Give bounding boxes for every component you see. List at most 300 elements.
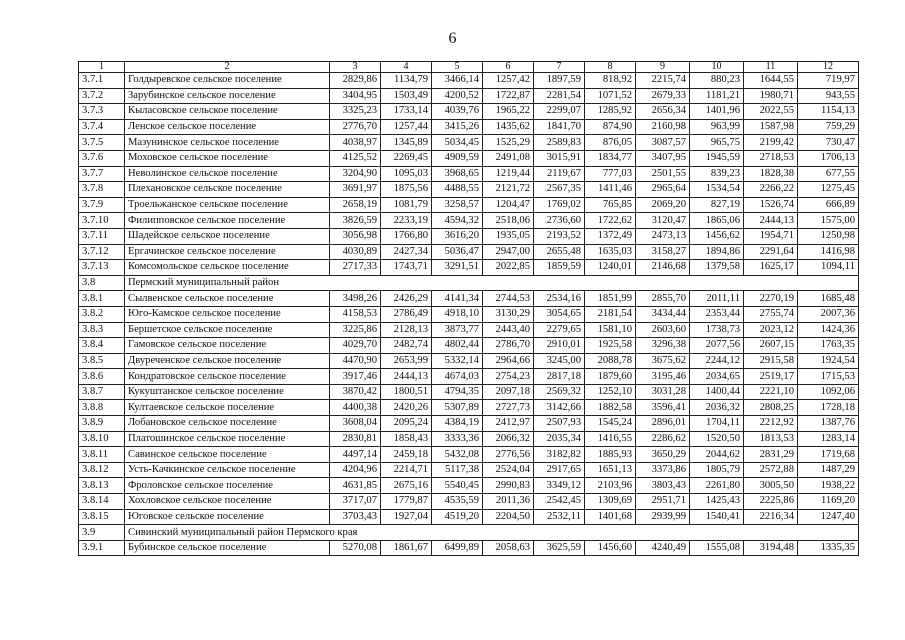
value-cell: 2717,33 <box>330 260 381 276</box>
value-cell: 1706,13 <box>798 150 859 166</box>
value-cell: 2754,23 <box>483 369 534 385</box>
value-cell: 5117,38 <box>432 462 483 478</box>
settlement-name: Неволинское сельское поселение <box>125 166 330 182</box>
value-cell: 5540,45 <box>432 478 483 494</box>
row-code: 3.7.1 <box>79 73 125 89</box>
row-code: 3.7.4 <box>79 119 125 135</box>
table-row <box>79 478 859 494</box>
table-row <box>79 88 859 104</box>
value-cell: 2675,16 <box>381 478 432 494</box>
value-cell: 2727,73 <box>483 400 534 416</box>
table-row <box>79 540 859 556</box>
value-cell: 2426,29 <box>381 291 432 307</box>
column-number: 7 <box>534 62 585 73</box>
value-cell: 2917,65 <box>534 462 585 478</box>
value-cell: 777,03 <box>585 166 636 182</box>
value-cell: 4125,52 <box>330 150 381 166</box>
value-cell: 1581,10 <box>585 322 636 338</box>
value-cell: 3204,90 <box>330 166 381 182</box>
value-cell: 2007,36 <box>798 306 859 322</box>
value-cell: 4158,53 <box>330 306 381 322</box>
value-cell: 3873,77 <box>432 322 483 338</box>
value-cell: 1425,43 <box>690 494 744 510</box>
row-code: 3.8.5 <box>79 353 125 369</box>
row-code: 3.8.1 <box>79 291 125 307</box>
value-cell: 3325,23 <box>330 104 381 120</box>
value-cell: 1935,05 <box>483 228 534 244</box>
column-number: 4 <box>381 62 432 73</box>
table-row <box>79 244 859 260</box>
value-cell: 1769,02 <box>534 197 585 213</box>
value-cell: 2501,55 <box>636 166 690 182</box>
value-cell: 876,05 <box>585 135 636 151</box>
value-cell: 1927,04 <box>381 509 432 525</box>
value-cell: 2776,56 <box>483 447 534 463</box>
value-cell: 2443,40 <box>483 322 534 338</box>
value-cell: 3703,43 <box>330 509 381 525</box>
settlement-name: Плехановское сельское поселение <box>125 182 330 198</box>
value-cell: 1925,58 <box>585 338 636 354</box>
value-cell: 3415,26 <box>432 119 483 135</box>
value-cell: 2534,16 <box>534 291 585 307</box>
value-cell: 2910,01 <box>534 338 585 354</box>
value-cell: 666,89 <box>798 197 859 213</box>
value-cell: 1283,14 <box>798 431 859 447</box>
value-cell: 1071,52 <box>585 88 636 104</box>
value-cell: 6499,89 <box>432 540 483 556</box>
value-cell: 4204,96 <box>330 462 381 478</box>
value-cell: 3130,29 <box>483 306 534 322</box>
row-code: 3.8.8 <box>79 400 125 416</box>
value-cell: 2146,68 <box>636 260 690 276</box>
value-cell: 1715,53 <box>798 369 859 385</box>
value-cell: 2736,60 <box>534 213 585 229</box>
value-cell: 2542,45 <box>534 494 585 510</box>
value-cell: 2964,66 <box>483 353 534 369</box>
value-cell: 2744,53 <box>483 291 534 307</box>
value-cell: 2286,62 <box>636 431 690 447</box>
value-cell: 1095,03 <box>381 166 432 182</box>
value-cell: 1134,79 <box>381 73 432 89</box>
value-cell: 4519,20 <box>432 509 483 525</box>
value-cell: 1980,71 <box>744 88 798 104</box>
value-cell: 2058,63 <box>483 540 534 556</box>
value-cell: 1503,49 <box>381 88 432 104</box>
value-cell: 1733,14 <box>381 104 432 120</box>
value-cell: 2266,22 <box>744 182 798 198</box>
settlement-name: Двуреченское сельское поселение <box>125 353 330 369</box>
value-cell: 1722,87 <box>483 88 534 104</box>
value-cell: 2103,96 <box>585 478 636 494</box>
row-code: 3.7.8 <box>79 182 125 198</box>
row-code: 3.7.12 <box>79 244 125 260</box>
value-cell: 2281,54 <box>534 88 585 104</box>
value-cell: 1954,71 <box>744 228 798 244</box>
value-cell: 2095,24 <box>381 416 432 432</box>
row-code: 3.8 <box>79 275 125 291</box>
column-number: 8 <box>585 62 636 73</box>
value-cell: 3120,47 <box>636 213 690 229</box>
value-cell: 2269,45 <box>381 150 432 166</box>
value-cell: 4200,52 <box>432 88 483 104</box>
tariff-table <box>78 61 859 556</box>
value-cell: 2947,00 <box>483 244 534 260</box>
value-cell: 3005,50 <box>744 478 798 494</box>
value-cell: 1897,59 <box>534 73 585 89</box>
value-cell: 2444,13 <box>381 369 432 385</box>
value-cell: 3616,20 <box>432 228 483 244</box>
value-cell: 1387,76 <box>798 416 859 432</box>
value-cell: 1841,70 <box>534 119 585 135</box>
row-code: 3.8.9 <box>79 416 125 432</box>
value-cell: 719,97 <box>798 73 859 89</box>
value-cell: 1435,62 <box>483 119 534 135</box>
value-cell: 5036,47 <box>432 244 483 260</box>
value-cell: 1247,40 <box>798 509 859 525</box>
value-cell: 1743,71 <box>381 260 432 276</box>
value-cell: 2603,60 <box>636 322 690 338</box>
value-cell: 1204,47 <box>483 197 534 213</box>
value-cell: 1858,43 <box>381 431 432 447</box>
value-cell: 4384,19 <box>432 416 483 432</box>
value-cell: 2034,65 <box>690 369 744 385</box>
value-cell: 2519,17 <box>744 369 798 385</box>
section-title: Сивинский муниципальный район Пермского края <box>125 525 859 541</box>
value-cell: 2225,86 <box>744 494 798 510</box>
value-cell: 1965,22 <box>483 104 534 120</box>
value-cell: 3225,86 <box>330 322 381 338</box>
value-cell: 2088,78 <box>585 353 636 369</box>
table-row <box>79 338 859 354</box>
value-cell: 4631,85 <box>330 478 381 494</box>
value-cell: 880,23 <box>690 73 744 89</box>
value-cell: 2121,72 <box>483 182 534 198</box>
settlement-name: Култаевское сельское поселение <box>125 400 330 416</box>
value-cell: 4497,14 <box>330 447 381 463</box>
value-cell: 2679,33 <box>636 88 690 104</box>
value-cell: 1525,29 <box>483 135 534 151</box>
value-cell: 3404,95 <box>330 88 381 104</box>
settlement-name: Савинское сельское поселение <box>125 447 330 463</box>
row-code: 3.9 <box>79 525 125 541</box>
value-cell: 1092,06 <box>798 384 859 400</box>
settlement-name: Филипповское сельское поселение <box>125 213 330 229</box>
value-cell: 1416,55 <box>585 431 636 447</box>
value-cell: 2011,11 <box>690 291 744 307</box>
value-cell: 1885,93 <box>585 447 636 463</box>
settlement-name: Кукуштанское сельское поселение <box>125 384 330 400</box>
value-cell: 1401,68 <box>585 509 636 525</box>
table-row <box>79 353 859 369</box>
value-cell: 1534,54 <box>690 182 744 198</box>
value-cell: 3194,48 <box>744 540 798 556</box>
value-cell: 4029,70 <box>330 338 381 354</box>
value-cell: 2817,18 <box>534 369 585 385</box>
value-cell: 2216,34 <box>744 509 798 525</box>
value-cell: 759,29 <box>798 119 859 135</box>
value-cell: 1335,35 <box>798 540 859 556</box>
value-cell: 1938,22 <box>798 478 859 494</box>
value-cell: 3054,65 <box>534 306 585 322</box>
value-cell: 2420,26 <box>381 400 432 416</box>
row-code: 3.8.14 <box>79 494 125 510</box>
value-cell: 2261,80 <box>690 478 744 494</box>
row-code: 3.7.5 <box>79 135 125 151</box>
value-cell: 2022,85 <box>483 260 534 276</box>
table-row <box>79 369 859 385</box>
value-cell: 3158,27 <box>636 244 690 260</box>
table-row <box>79 509 859 525</box>
value-cell: 3258,57 <box>432 197 483 213</box>
value-cell: 1575,00 <box>798 213 859 229</box>
value-cell: 2193,52 <box>534 228 585 244</box>
row-code: 3.7.3 <box>79 104 125 120</box>
column-number: 12 <box>798 62 859 73</box>
value-cell: 2655,48 <box>534 244 585 260</box>
value-cell: 1813,53 <box>744 431 798 447</box>
value-cell: 1540,41 <box>690 509 744 525</box>
value-cell: 3296,38 <box>636 338 690 354</box>
row-code: 3.7.7 <box>79 166 125 182</box>
value-cell: 3245,00 <box>534 353 585 369</box>
value-cell: 2990,83 <box>483 478 534 494</box>
section-title: Пермский муниципальный район <box>125 275 859 291</box>
value-cell: 5332,14 <box>432 353 483 369</box>
value-cell: 1345,89 <box>381 135 432 151</box>
value-cell: 1651,13 <box>585 462 636 478</box>
column-number: 2 <box>125 62 330 73</box>
value-cell: 1094,11 <box>798 260 859 276</box>
value-cell: 677,55 <box>798 166 859 182</box>
value-cell: 4141,34 <box>432 291 483 307</box>
page-number: 6 <box>448 30 457 47</box>
value-cell: 2221,10 <box>744 384 798 400</box>
value-cell: 4794,35 <box>432 384 483 400</box>
value-cell: 1169,20 <box>798 494 859 510</box>
settlement-name: Мазунинское сельское поселение <box>125 135 330 151</box>
value-cell: 1081,79 <box>381 197 432 213</box>
value-cell: 4039,76 <box>432 104 483 120</box>
value-cell: 2607,15 <box>744 338 798 354</box>
column-number: 11 <box>744 62 798 73</box>
value-cell: 3466,14 <box>432 73 483 89</box>
value-cell: 1154,13 <box>798 104 859 120</box>
value-cell: 5034,45 <box>432 135 483 151</box>
value-cell: 1411,46 <box>585 182 636 198</box>
value-cell: 1372,49 <box>585 228 636 244</box>
value-cell: 2507,93 <box>534 416 585 432</box>
value-cell: 2044,62 <box>690 447 744 463</box>
value-cell: 2589,83 <box>534 135 585 151</box>
value-cell: 2491,08 <box>483 150 534 166</box>
value-cell: 1882,58 <box>585 400 636 416</box>
value-cell: 1487,29 <box>798 462 859 478</box>
value-cell: 1219,44 <box>483 166 534 182</box>
value-cell: 4240,49 <box>636 540 690 556</box>
row-code: 3.8.3 <box>79 322 125 338</box>
value-cell: 2653,99 <box>381 353 432 369</box>
value-cell: 818,92 <box>585 73 636 89</box>
table-row <box>79 73 859 89</box>
settlement-name: Комсомольское сельское поселение <box>125 260 330 276</box>
row-code: 3.7.9 <box>79 197 125 213</box>
value-cell: 2011,36 <box>483 494 534 510</box>
value-cell: 730,47 <box>798 135 859 151</box>
value-cell: 1879,60 <box>585 369 636 385</box>
value-cell: 1945,59 <box>690 150 744 166</box>
value-cell: 2951,71 <box>636 494 690 510</box>
value-cell: 1722,62 <box>585 213 636 229</box>
value-cell: 4030,89 <box>330 244 381 260</box>
value-cell: 2855,70 <box>636 291 690 307</box>
value-cell: 1865,06 <box>690 213 744 229</box>
settlement-name: Зарубинское сельское поселение <box>125 88 330 104</box>
value-cell: 2035,34 <box>534 431 585 447</box>
value-cell: 2939,99 <box>636 509 690 525</box>
value-cell: 4918,10 <box>432 306 483 322</box>
value-cell: 3056,98 <box>330 228 381 244</box>
value-cell: 2233,19 <box>381 213 432 229</box>
value-cell: 3608,04 <box>330 416 381 432</box>
value-cell: 2459,18 <box>381 447 432 463</box>
value-cell: 2128,13 <box>381 322 432 338</box>
settlement-name: Сылвенское сельское поселение <box>125 291 330 307</box>
table-row <box>79 166 859 182</box>
value-cell: 1181,21 <box>690 88 744 104</box>
value-cell: 3717,07 <box>330 494 381 510</box>
value-cell: 963,99 <box>690 119 744 135</box>
value-cell: 3870,42 <box>330 384 381 400</box>
value-cell: 3182,82 <box>534 447 585 463</box>
value-cell: 2786,70 <box>483 338 534 354</box>
value-cell: 2036,32 <box>690 400 744 416</box>
value-cell: 4400,38 <box>330 400 381 416</box>
value-cell: 2532,11 <box>534 509 585 525</box>
row-code: 3.7.13 <box>79 260 125 276</box>
row-code: 3.7.11 <box>79 228 125 244</box>
settlement-name: Шадейское сельское поселение <box>125 228 330 244</box>
value-cell: 1834,77 <box>585 150 636 166</box>
value-cell: 2270,19 <box>744 291 798 307</box>
value-cell: 1625,17 <box>744 260 798 276</box>
value-cell: 1766,80 <box>381 228 432 244</box>
value-cell: 2718,53 <box>744 150 798 166</box>
value-cell: 3291,51 <box>432 260 483 276</box>
settlement-name: Хохловское сельское поселение <box>125 494 330 510</box>
value-cell: 1924,54 <box>798 353 859 369</box>
value-cell: 2291,64 <box>744 244 798 260</box>
value-cell: 2119,67 <box>534 166 585 182</box>
value-cell: 943,55 <box>798 88 859 104</box>
value-cell: 2482,74 <box>381 338 432 354</box>
value-cell: 2776,70 <box>330 119 381 135</box>
value-cell: 3968,65 <box>432 166 483 182</box>
table-row <box>79 104 859 120</box>
value-cell: 2831,29 <box>744 447 798 463</box>
row-code: 3.8.15 <box>79 509 125 525</box>
table-row <box>79 228 859 244</box>
value-cell: 3142,66 <box>534 400 585 416</box>
settlement-name: Троельжанское сельское поселение <box>125 197 330 213</box>
row-code: 3.8.10 <box>79 431 125 447</box>
value-cell: 1401,96 <box>690 104 744 120</box>
table-row <box>79 322 859 338</box>
value-cell: 2279,65 <box>534 322 585 338</box>
value-cell: 1779,87 <box>381 494 432 510</box>
value-cell: 3015,91 <box>534 150 585 166</box>
value-cell: 839,23 <box>690 166 744 182</box>
value-cell: 1635,03 <box>585 244 636 260</box>
value-cell: 2066,32 <box>483 431 534 447</box>
value-cell: 2427,34 <box>381 244 432 260</box>
value-cell: 1257,44 <box>381 119 432 135</box>
value-cell: 1252,10 <box>585 384 636 400</box>
value-cell: 827,19 <box>690 197 744 213</box>
value-cell: 5270,08 <box>330 540 381 556</box>
value-cell: 3803,43 <box>636 478 690 494</box>
value-cell: 2567,35 <box>534 182 585 198</box>
value-cell: 1875,56 <box>381 182 432 198</box>
value-cell: 1309,69 <box>585 494 636 510</box>
value-cell: 3031,28 <box>636 384 690 400</box>
value-cell: 1456,62 <box>690 228 744 244</box>
value-cell: 1555,08 <box>690 540 744 556</box>
row-code: 3.8.11 <box>79 447 125 463</box>
value-cell: 1257,42 <box>483 73 534 89</box>
value-cell: 1250,98 <box>798 228 859 244</box>
value-cell: 2204,50 <box>483 509 534 525</box>
column-number: 5 <box>432 62 483 73</box>
value-cell: 1526,74 <box>744 197 798 213</box>
settlement-name: Голдыревское сельское поселение <box>125 73 330 89</box>
value-cell: 1424,36 <box>798 322 859 338</box>
value-cell: 2656,34 <box>636 104 690 120</box>
value-cell: 3407,95 <box>636 150 690 166</box>
column-number: 10 <box>690 62 744 73</box>
value-cell: 5307,89 <box>432 400 483 416</box>
table-row <box>79 182 859 198</box>
value-cell: 2572,88 <box>744 462 798 478</box>
value-cell: 2473,13 <box>636 228 690 244</box>
value-cell: 4909,59 <box>432 150 483 166</box>
value-cell: 2518,06 <box>483 213 534 229</box>
value-cell: 3434,44 <box>636 306 690 322</box>
value-cell: 3373,86 <box>636 462 690 478</box>
row-code: 3.9.1 <box>79 540 125 556</box>
value-cell: 3349,12 <box>534 478 585 494</box>
value-cell: 2808,25 <box>744 400 798 416</box>
settlement-name: Кыласовское сельское поселение <box>125 104 330 120</box>
value-cell: 874,90 <box>585 119 636 135</box>
value-cell: 1456,60 <box>585 540 636 556</box>
row-code: 3.7.10 <box>79 213 125 229</box>
settlement-name: Лобановское сельское поселение <box>125 416 330 432</box>
settlement-name: Ленское сельское поселение <box>125 119 330 135</box>
table-row <box>79 384 859 400</box>
value-cell: 2214,71 <box>381 462 432 478</box>
table-row <box>79 462 859 478</box>
value-cell: 2569,32 <box>534 384 585 400</box>
value-cell: 1416,98 <box>798 244 859 260</box>
value-cell: 765,85 <box>585 197 636 213</box>
value-cell: 1587,98 <box>744 119 798 135</box>
value-cell: 2658,19 <box>330 197 381 213</box>
value-cell: 4038,97 <box>330 135 381 151</box>
value-cell: 1275,45 <box>798 182 859 198</box>
value-cell: 1285,92 <box>585 104 636 120</box>
value-cell: 965,75 <box>690 135 744 151</box>
value-cell: 4674,03 <box>432 369 483 385</box>
